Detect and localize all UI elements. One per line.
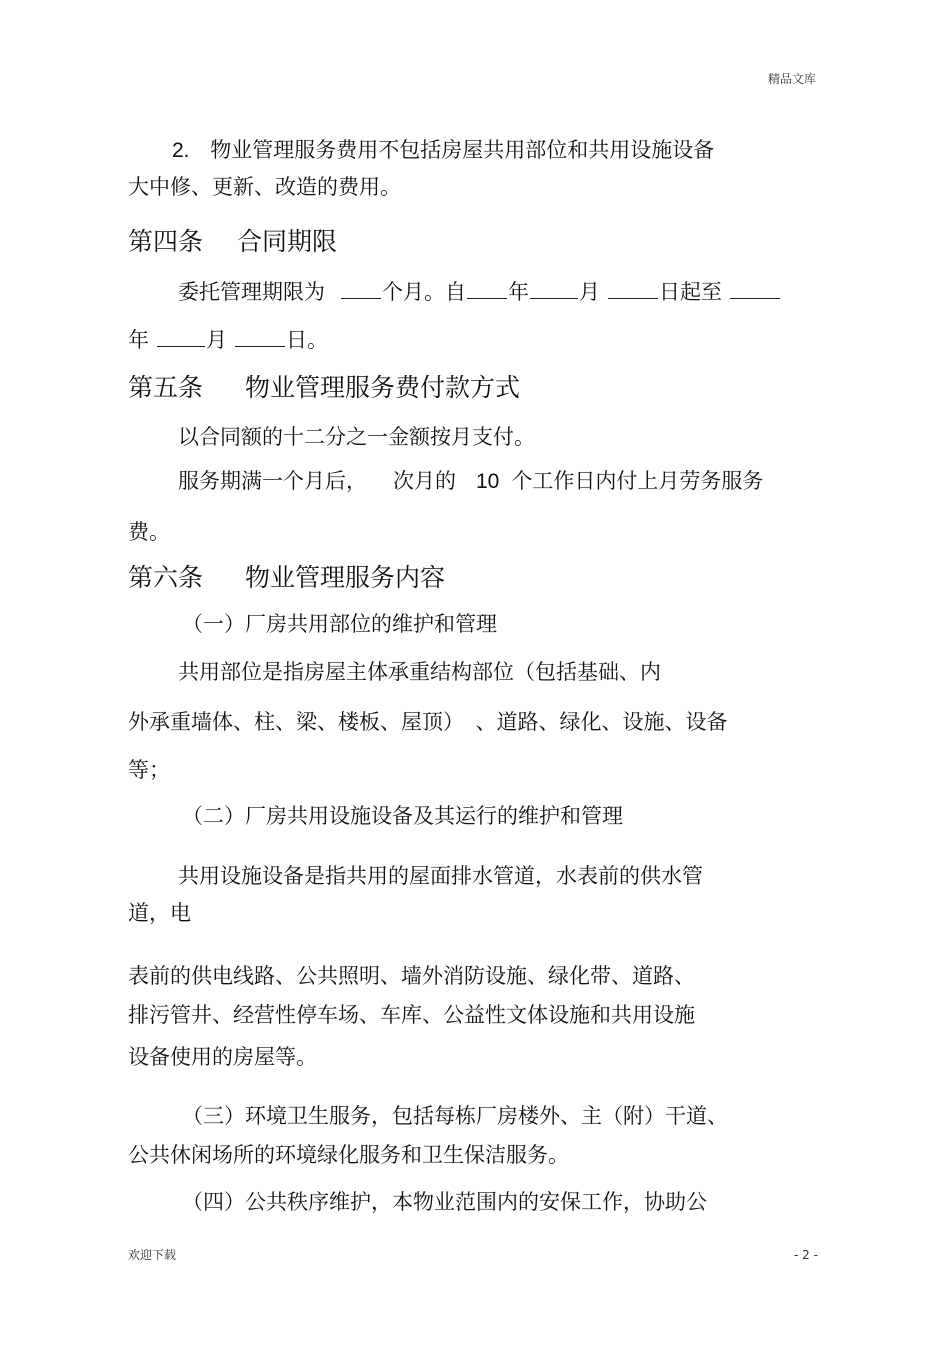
item-2-line-4: 排污管井、经营性停车场、车库、公益性文体设施和共用设施 (128, 1003, 695, 1027)
payment-line-2 (178, 471, 763, 492)
blank-day (608, 297, 658, 299)
term-text: 月 (206, 328, 227, 352)
paragraph-text: 物业管理服务费用不包括房屋共用部位和共用设施设备 (210, 138, 715, 162)
article-number: 第四条 (128, 227, 204, 256)
payment-line-3: 费。 (128, 520, 170, 544)
term-text: 日。 (286, 328, 328, 352)
item-number: 2. (172, 139, 190, 162)
blank-end-day (235, 345, 285, 347)
item-2-line-3: 表前的供电线路、公共照明、墙外消防设施、绿化带、道路、 (128, 964, 695, 988)
term-text: 个月。自 (382, 280, 466, 304)
term-text: 年 (508, 280, 529, 304)
item-4-line-1: （四）公共秩序维护，本物业范围内的安保工作，协助公 (182, 1190, 707, 1214)
blank-months (341, 297, 381, 299)
item-2-line-2: 道，电 (128, 901, 191, 925)
article-name: 物业管理服务费付款方式 (244, 373, 520, 402)
item-1-line-3: 等； (128, 758, 170, 782)
article-4-heading (128, 229, 337, 254)
item-text: 、道路、绿化、设施、设备 (475, 710, 728, 734)
page-number: - 2 - (794, 1248, 818, 1262)
blank-year (467, 297, 507, 299)
item-text: 外承重墙体、柱、梁、楼板、屋顶） (128, 710, 454, 734)
payment-line-1: 以合同额的十二分之一金额按月支付。 (178, 425, 535, 449)
term-text: 月 (579, 280, 600, 304)
blank-end-month (157, 345, 205, 347)
article-number: 第五条 (128, 373, 204, 402)
payment-text: 服务期满一个月后， (178, 469, 367, 493)
item-1-line-1: 共用部位是指房屋主体承重结构部位（包括基础、内 (178, 660, 661, 684)
item-3-line-1: （三）环境卫生服务，包括每栋厂房楼外、主（附）干道、 (182, 1104, 728, 1128)
article-5-heading (128, 375, 520, 400)
article-6-heading (128, 565, 445, 590)
footer-label: 欢迎下载 (128, 1248, 177, 1262)
blank-end-year (730, 297, 780, 299)
article-name: 合同期限 (236, 227, 337, 256)
payment-text: 个工作日内付上月劳务服务 (511, 469, 764, 493)
item-1-line-2 (128, 712, 728, 733)
payment-days: 10 (476, 470, 500, 493)
item-2-heading: （二）厂房共用设施设备及其运行的维护和管理 (182, 804, 623, 828)
term-text: 委托管理期限为 (178, 280, 325, 304)
term-text: 年 (128, 328, 149, 352)
term-line-1 (178, 282, 781, 303)
paragraph-2-line-1 (172, 140, 714, 161)
header-label: 精品文库 (768, 72, 817, 86)
article-number: 第六条 (128, 563, 204, 592)
article-name: 物业管理服务内容 (244, 563, 445, 592)
paragraph-2-line-2: 大中修、更新、改造的费用。 (128, 175, 401, 199)
payment-text: 次月的 (393, 469, 456, 493)
item-3-line-2: 公共休闲场所的环境绿化服务和卫生保洁服务。 (128, 1143, 569, 1167)
blank-month (530, 297, 578, 299)
item-2-line-1: 共用设施设备是指共用的屋面排水管道，水表前的供水管 (178, 864, 703, 888)
item-2-line-5: 设备使用的房屋等。 (128, 1045, 317, 1069)
term-line-2 (128, 330, 328, 351)
term-text: 日起至 (659, 280, 722, 304)
item-1-heading: （一）厂房共用部位的维护和管理 (182, 612, 497, 636)
